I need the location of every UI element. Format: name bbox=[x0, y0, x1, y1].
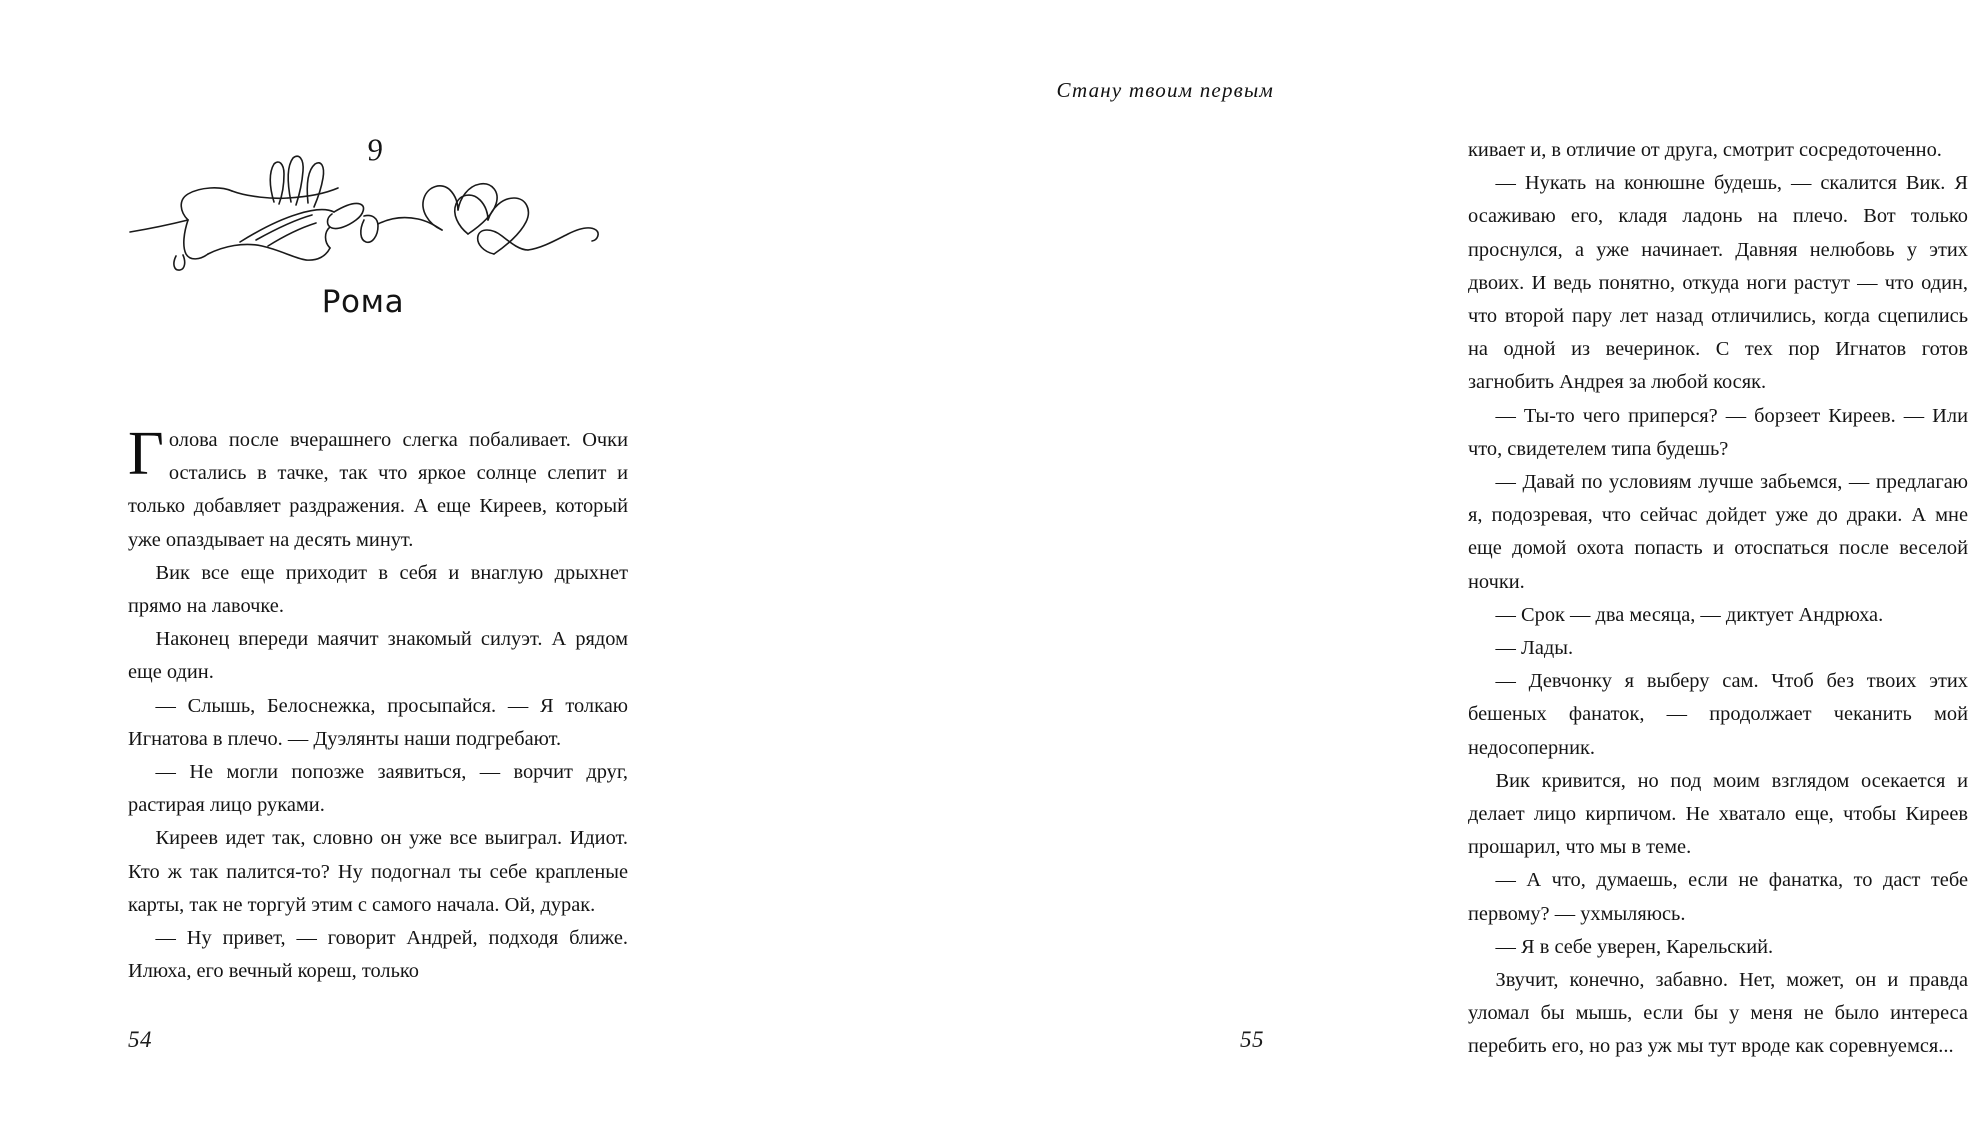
drop-cap: Г bbox=[128, 420, 164, 488]
paragraph: Вик кривится, но под моим взглядом осекается и делает лицо кирпичом. Не хватало еще, чтобы Киреев прошарил, что мы в теме. bbox=[1468, 769, 1968, 859]
paragraph: — Срок — два месяца, — диктует Андрюха. bbox=[1495, 603, 1884, 626]
paragraph: — Я в себе уверен, Карельский. bbox=[1495, 935, 1774, 958]
chapter-title: Рома bbox=[321, 284, 405, 320]
paragraph: — Девчонку я выберу сам. Чтоб без твоих этих бешеных фанаток, — продолжает чеканить мой недосоперник. bbox=[1468, 670, 1968, 759]
paragraph: Вик все еще приходит в себя и внаглую дрыхнет прямо на лавочке. bbox=[128, 561, 628, 618]
paragraph: — Не могли попозже заявиться, — ворчит друг, растирая лицо руками. bbox=[128, 761, 628, 817]
paragraph: — Ты-то чего приперся? — борзеет Киреев. — Или что, свидетелем типа будешь? bbox=[1468, 404, 1968, 460]
page-number-right: 55 bbox=[1240, 1027, 1264, 1052]
left-page bbox=[0, 0, 696, 1125]
paragraph: кивает и, в отличие от друга, смотрит сосредоточенно. bbox=[1468, 139, 1942, 161]
right-column-text bbox=[1468, 134, 1968, 1064]
chapter-ornament bbox=[128, 128, 598, 278]
paragraph: Киреев идет так, словно он уже все выиграл. Идиот. Кто ж так палится-то? Ну подогнал ты себе крапленые карты, так не торгуй этим с самого начала. Ой, дурак. bbox=[128, 827, 628, 916]
paragraph: Звучит, конечно, забавно. Нет, может, он и правда уломал бы мышь, если бы у меня не было интереса перебить его, но раз уж мы тут вроде как соревнуемся... bbox=[1468, 969, 1968, 1058]
paragraph: — Лады. bbox=[1495, 637, 1574, 660]
paragraph: — А что, думаешь, если не фанатка, то даст тебе первому? — ухмыляюсь. bbox=[1468, 869, 1968, 925]
paragraph: — Слышь, Белоснежка, просыпайся. — Я толкаю Игнатова в плечо. — Дуэлянты наши подгребают. bbox=[128, 694, 628, 750]
chapter-heading bbox=[128, 128, 598, 320]
paragraph: Наконец впереди маячит знакомый силуэт. А рядом еще один. bbox=[128, 628, 628, 684]
chapter-number: 9 bbox=[365, 131, 385, 168]
hand-and-hearts-line-art-icon bbox=[128, 128, 598, 278]
paragraph-text: олова после вчерашнего слегка побаливает. Очки остались в тачке, так что яркое солнце слепит и только добавляет раздражения. А еще Киреев, который уже опаздывает на десять минут. bbox=[128, 429, 628, 551]
left-column-text bbox=[128, 420, 628, 988]
paragraph bbox=[128, 420, 628, 557]
paragraph: — Давай по условиям лучше забьемся, — предлагаю я, подозревая, что сейчас дойдет уже до драки. А мне еще домой охота попасть и отоспаться после веселой ночки. bbox=[1468, 471, 1968, 593]
running-header: Стану твоим первым bbox=[1056, 78, 1274, 102]
page-number-left: 54 bbox=[128, 1027, 152, 1052]
right-page bbox=[696, 0, 1968, 1125]
paragraph: — Нукать на конюшне будешь, — скалится Вик. Я осаживаю его, кладя ладонь на плечо. Вот только проснулся, а уже начинает. Давняя нелюбовь у этих двоих. И ведь понятно, откуда ноги растут — что один, что второй пару лет назад отличились, когда сцепились на одной из вечеринок. С тех пор Игнатов готов загнобить Андрея за любой косяк. bbox=[1468, 172, 1968, 394]
paragraph: — Ну привет, — говорит Андрей, подходя ближе. Илюха, его вечный кореш, только bbox=[128, 927, 628, 983]
